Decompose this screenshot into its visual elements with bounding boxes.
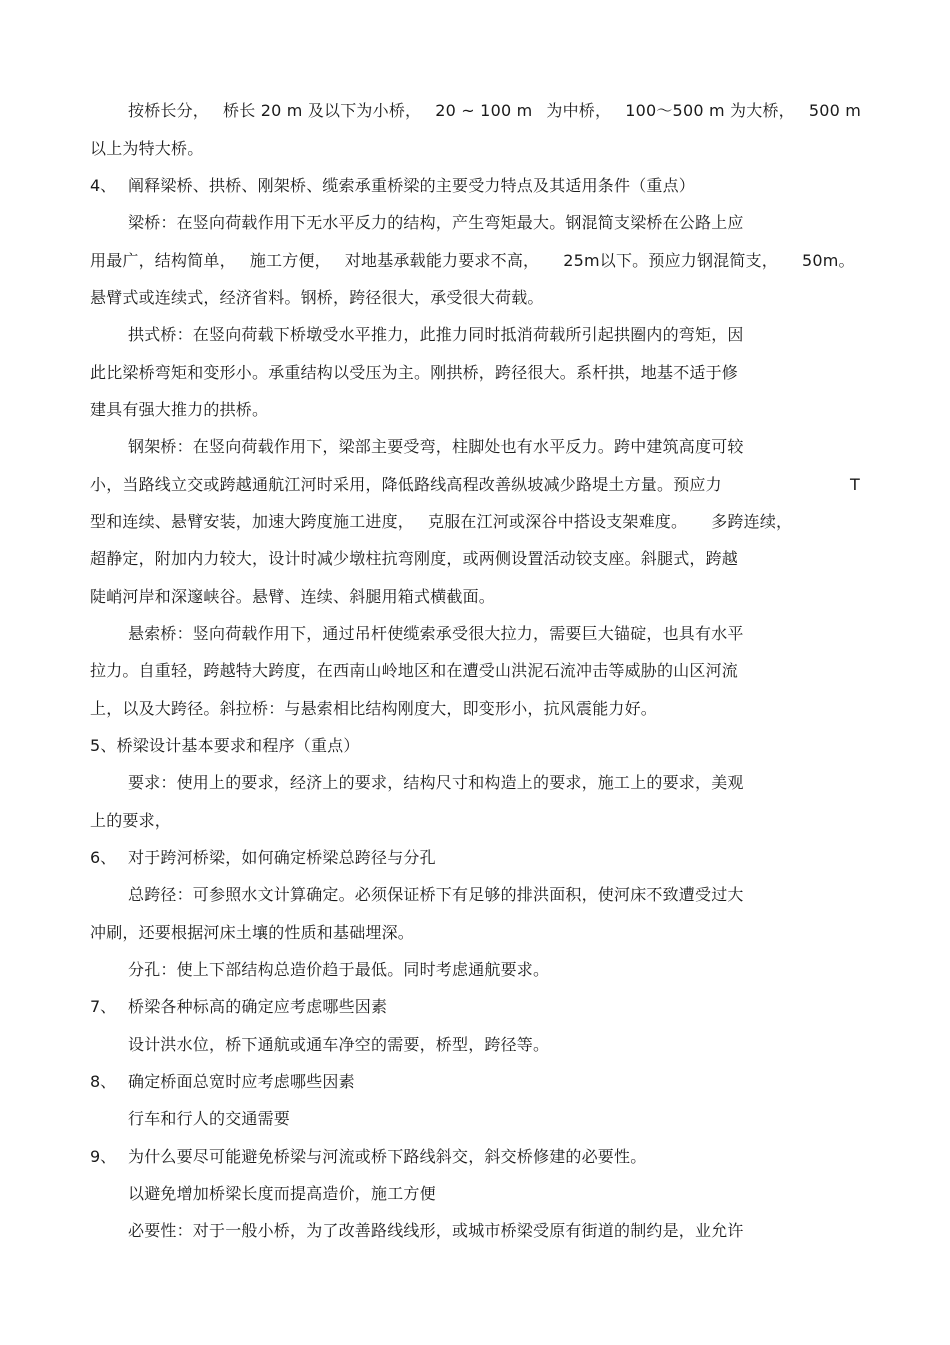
text-segment: 500 m (808, 101, 862, 120)
text-line: 悬臂式或连续式，经济省料。钢桥，跨径很大，承受很大荷载。 (90, 288, 544, 307)
text-line: 分孔：使上下部结构总造价趋于最低。同时考虑通航要求。 (128, 960, 550, 979)
text-segment: 为中桥， (546, 101, 612, 120)
text-line: 设计洪水位，桥下通航或通车净空的需要，桥型，跨径等。 (128, 1035, 550, 1054)
section-heading: 5、桥梁设计基本要求和程序（重点） (90, 736, 360, 755)
section-heading: 对于跨河桥梁，如何确定桥梁总跨径与分孔 (128, 848, 436, 867)
section-number: 8、 (90, 1072, 117, 1091)
text-line: 钢架桥：在竖向荷载作用下，梁部主要受弯，柱脚处也有水平反力。跨中建筑高度可较 (128, 437, 744, 456)
text-segment: 25m以下。预应力钢混简支， (563, 251, 778, 270)
text-segment: 多跨连续， (711, 512, 793, 531)
text-segment: 桥长 (223, 101, 256, 120)
text-line: 悬索桥：竖向荷载作用下，通过吊杆使缆索承受很大拉力，需要巨大锚碇，也具有水平 (128, 624, 744, 643)
text-line: T (850, 475, 860, 494)
text-line: 拉力。自重轻，跨越特大跨度，在西南山岭地区和在遭受山洪泥石流冲击等威胁的山区河流 (90, 661, 739, 680)
text-line: 以避免增加桥梁长度而提高造价，施工方便 (128, 1184, 436, 1203)
text-segment: 50m。 (801, 251, 855, 270)
section-heading: 为什么要尽可能避免桥梁与河流或桥下路线斜交，斜交桥修建的必要性。 (128, 1147, 647, 1166)
text-line: 上的要求， (90, 811, 172, 830)
text-segment: 100～500 m 为大桥， (625, 101, 795, 120)
text-line: 上，以及大跨径。斜拉桥：与悬索相比结构刚度大，即变形小，抗风震能力好。 (90, 699, 658, 718)
text-segment: 20 ~ 100 m (435, 101, 533, 120)
section-heading: 确定桥面总宽时应考虑哪些因素 (128, 1072, 355, 1091)
section-heading: 桥梁各种标高的确定应考虑哪些因素 (128, 997, 388, 1016)
text-line: 拱式桥：在竖向荷载下桥墩受水平推力，此推力同时抵消荷载所引起拱圈内的弯矩，因 (128, 325, 744, 344)
text-segment: 20 m 及以下为小桥， (260, 101, 422, 120)
text-line: 建具有强大推力的拱桥。 (90, 400, 269, 419)
text-line: 超静定，附加内力较大，设计时减少墩柱抗弯刚度，或两侧设置活动铰支座。斜腿式，跨越 (90, 549, 739, 568)
section-number: 6、 (90, 848, 117, 867)
text-line: 要求：使用上的要求，经济上的要求，结构尺寸和构造上的要求，施工上的要求，美观 (128, 773, 744, 792)
text-line: 冲刷，还要根据河床土壤的性质和基础埋深。 (90, 923, 415, 942)
text-segment: 用最广，结构简单， (90, 251, 236, 270)
text-line: 行车和行人的交通需要 (128, 1109, 291, 1128)
text-segment: 克服在江河或深谷中搭设支架难度。 (428, 512, 688, 531)
text-line: 以上为特大桥。 (90, 139, 204, 158)
text-line (90, 511, 792, 533)
text-line: 必要性：对于一般小桥，为了改善路线线形，或城市桥梁受原有街道的制约是，业允许 (128, 1221, 744, 1240)
text-line: 小，当路线立交或跨越通航江河时采用，降低路线高程改善纵坡减少路堤土方量。预应力 (90, 475, 722, 494)
text-line: 梁桥：在竖向荷载作用下无水平反力的结构，产生弯矩最大。钢混简支梁桥在公路上应 (128, 213, 744, 232)
text-segment: 按桥长分， (128, 101, 210, 120)
text-line (90, 250, 855, 272)
text-segment: 施工方便， (249, 251, 331, 270)
section-heading: 阐释梁桥、拱桥、刚架桥、缆索承重桥梁的主要受力特点及其适用条件（重点） (128, 176, 696, 195)
text-line: 陡峭河岸和深邃峡谷。悬臂、连续、斜腿用箱式横截面。 (90, 587, 496, 606)
section-number: 7、 (90, 997, 117, 1016)
text-segment: 对地基承载能力要求不高， (344, 251, 540, 270)
text-line: 此比梁桥弯矩和变形小。承重结构以受压为主。刚拱桥，跨径很大。系杆拱，地基不适于修 (90, 363, 739, 382)
text-segment: 型和连续、悬臂安装，加速大跨度施工进度， (90, 512, 415, 531)
text-line (128, 100, 861, 122)
section-number: 4、 (90, 176, 117, 195)
section-number: 9、 (90, 1147, 117, 1166)
text-line: 总跨径：可参照水文计算确定。必须保证桥下有足够的排洪面积，使河床不致遭受过大 (128, 885, 744, 904)
